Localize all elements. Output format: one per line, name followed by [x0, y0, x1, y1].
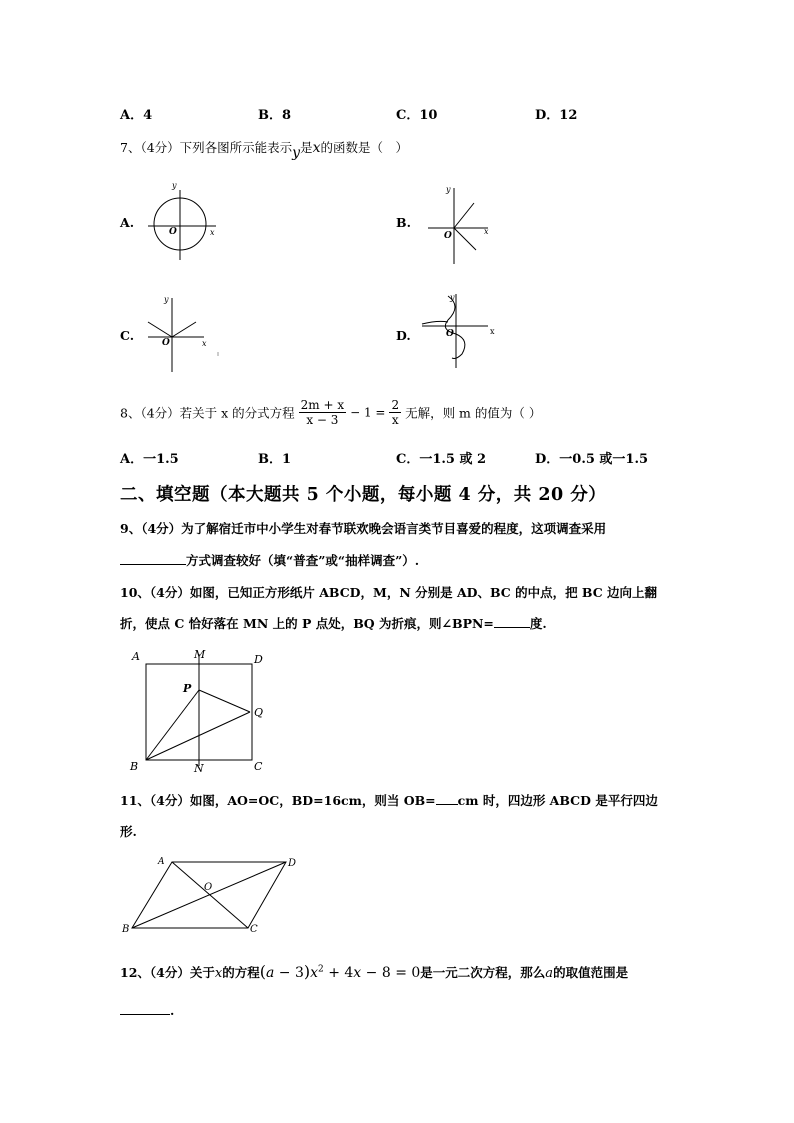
- q10-line-2-suffix: 度.: [529, 616, 547, 631]
- q6-option-a: A．4: [120, 108, 153, 123]
- q8-frac1-num: 2m + x: [300, 398, 345, 412]
- q7c-axis-x: x: [202, 339, 207, 348]
- q6-option-d: D．12: [535, 108, 578, 123]
- q6-option-b: B．8: [258, 108, 292, 123]
- q8-frac1-den: x − 3: [306, 413, 339, 427]
- q7c-origin: O: [162, 338, 170, 348]
- q8-frac2-num: 2: [391, 398, 400, 412]
- q7d-axis-y: y: [450, 293, 455, 302]
- q11-label-d: D: [288, 858, 297, 869]
- q7a-axis-y: y: [172, 181, 177, 190]
- q7-mid: 是: [300, 140, 313, 155]
- q7b-origin: O: [444, 231, 452, 241]
- q11-answer-blank[interactable]: [436, 792, 458, 805]
- q9-line-2: [120, 551, 419, 569]
- q10-label-c: C: [254, 760, 263, 773]
- q8-stem: [120, 398, 541, 427]
- q6-option-c: C．10: [396, 108, 438, 123]
- q12-var-a: a: [545, 966, 554, 981]
- q7-option-a-label: A.: [120, 215, 135, 230]
- q11-line-1-prefix: 11、（4分）如图，AO=OC，BD=16cm，则当 OB=: [120, 793, 436, 808]
- q11-label-a: A: [158, 857, 165, 867]
- q12-suffix: 的取值范围是: [553, 965, 629, 980]
- q12-eq-open: (: [259, 962, 266, 981]
- q10-answer-blank[interactable]: [494, 615, 530, 628]
- q9-line-1: 9、（4分）为了解宿迁市中小学生对春节联欢晚会语言类节目喜爱的程度，这项调查采用: [120, 521, 607, 536]
- q12-eq-x: x: [310, 965, 319, 981]
- q12-mid-1: 的方程: [222, 965, 260, 980]
- q7b-axis-x: x: [484, 227, 489, 236]
- q8-option-a: A．一1.5: [120, 452, 179, 467]
- q11-figure: [118, 852, 298, 936]
- q12-eq-rest1: + 4: [323, 965, 354, 981]
- q12-equation: [259, 962, 421, 981]
- q10-line-2: [120, 614, 547, 632]
- q9-answer-blank[interactable]: [120, 552, 186, 565]
- q8-prefix: 8、（4分）若关于 x 的分式方程: [120, 405, 295, 421]
- q12-eq-x2: x: [353, 965, 362, 981]
- q7-prefix: 7、（4分）下列各图所示能表示: [120, 140, 293, 155]
- q10-label-m: M: [194, 648, 206, 661]
- q12-var-x: x: [214, 966, 223, 981]
- q11-line-1-suffix: cm 时，四边形 ABCD 是平行四边: [457, 793, 658, 808]
- q12-eq-minus3: − 3: [274, 965, 304, 981]
- q12-mid-2: 是一元二次方程，那么: [420, 965, 546, 980]
- q7d-origin: O: [446, 329, 454, 339]
- q12-eq-rest2: − 8 = 0: [361, 965, 421, 981]
- q12-line-1: [120, 962, 628, 981]
- q7-graph-a: [140, 180, 230, 262]
- q7d-axis-x: x: [490, 327, 495, 336]
- q10-label-b: B: [130, 760, 139, 773]
- q7-option-b-label: B.: [396, 215, 411, 230]
- q8-option-c: C．一1.5 或 2: [396, 452, 487, 467]
- q12-line-2: [120, 1002, 174, 1018]
- q8-option-b: B．1: [258, 452, 292, 467]
- q12-line-2-suffix: .: [170, 1003, 175, 1018]
- q7c-axis-y: y: [164, 295, 169, 304]
- q11-label-c: C: [250, 924, 258, 935]
- q7a-axis-x: x: [210, 228, 215, 237]
- q7-graph-d: [418, 290, 498, 372]
- q10-line-2-prefix: 折，使点 C 恰好落在 MN 上的 P 点处，BQ 为折痕，则∠BPN=: [120, 616, 494, 631]
- q10-label-p: P: [183, 682, 192, 695]
- q7b-axis-y: y: [446, 185, 451, 194]
- q11-line-2: 形.: [120, 824, 137, 839]
- q7-option-d-label: D.: [396, 328, 411, 343]
- q11-label-b: B: [122, 924, 130, 935]
- q12-answer-blank[interactable]: [120, 1002, 170, 1015]
- section-2-title: 二、填空题（本大题共 5 个小题，每小题 4 分，共 20 分）: [120, 485, 607, 505]
- q7-option-c-label: C.: [120, 328, 135, 343]
- q10-label-q: Q: [254, 706, 264, 719]
- q8-fraction-1: [299, 398, 346, 427]
- q10-label-n: N: [194, 762, 204, 775]
- q12-eq-close: ): [303, 962, 311, 981]
- q7a-origin: O: [169, 227, 177, 237]
- q12-eq-a: a: [265, 965, 275, 981]
- q7-stem: [120, 138, 409, 161]
- q11-line-1: [120, 791, 658, 809]
- q7-suffix: 的函数是（ ）: [320, 140, 409, 155]
- q7-var-x: x: [312, 140, 321, 156]
- q12-eq-sq: 2: [318, 964, 324, 975]
- q10-line-1: 10、（4分）如图，已知正方形纸片 ABCD，M，N 分别是 AD、BC 的中点，把 BC 边向上翻: [120, 585, 658, 600]
- q8-minus-one: − 1 =: [350, 405, 386, 420]
- q8-frac2-den: x: [391, 413, 399, 427]
- q12-prefix: 12、（4分）关于: [120, 965, 215, 980]
- q9-line-2-suffix: 方式调查较好（填“普查”或“抽样调查”）.: [186, 553, 420, 568]
- q8-suffix: 无解，则 m 的值为（ ）: [405, 405, 542, 421]
- q7-var-y: y: [292, 145, 301, 161]
- q11-label-o: O: [204, 882, 213, 893]
- q10-label-d: D: [254, 653, 263, 666]
- q7-graph-c: [140, 292, 220, 374]
- q8-option-d: D．一0.5 或一1.5: [535, 452, 649, 467]
- q7-graph-b: [420, 184, 495, 266]
- q10-figure: [128, 646, 278, 776]
- q10-label-a: A: [132, 650, 140, 663]
- q8-fraction-2: [389, 398, 401, 427]
